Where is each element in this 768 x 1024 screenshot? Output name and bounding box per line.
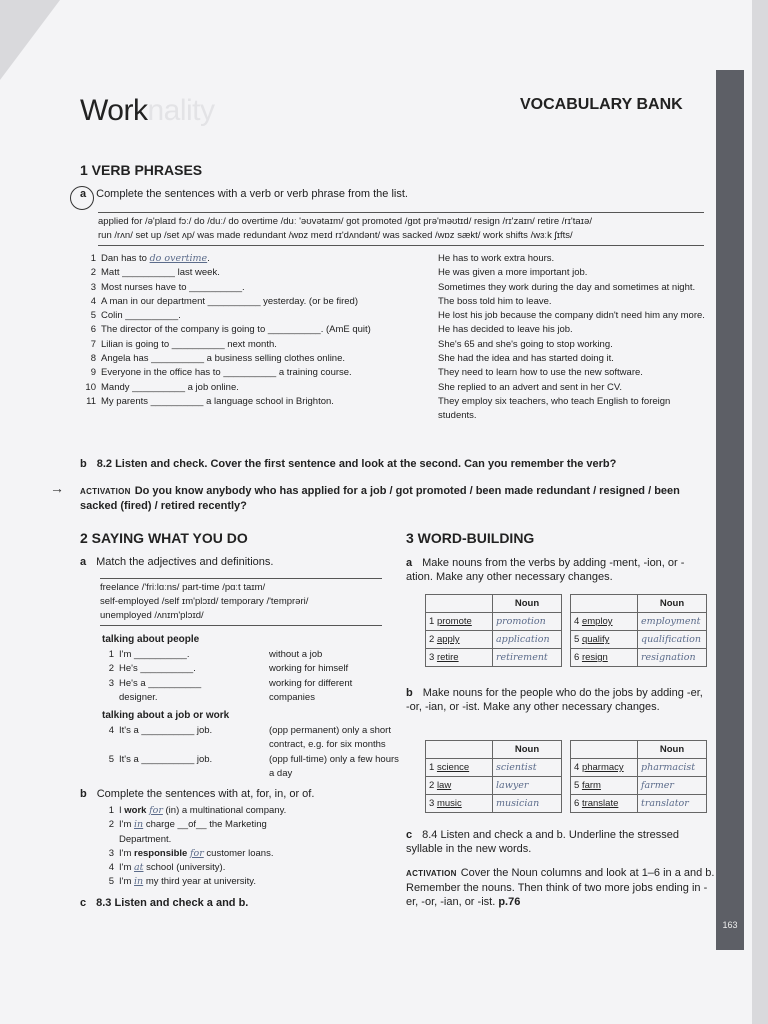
item-number: 3 <box>429 798 437 809</box>
item-number: 5 <box>574 634 582 645</box>
sentence-text <box>101 295 358 309</box>
match-row <box>102 662 402 676</box>
prep-bold: work <box>124 805 150 816</box>
s2-b-instruction: b Complete the sentences with at, for, in, or of. <box>80 788 315 800</box>
verb-word: pharmacy <box>581 762 624 773</box>
sentence-row <box>84 295 424 309</box>
prep-text <box>119 818 267 832</box>
sentence-text <box>101 266 220 280</box>
verb-word: employ <box>581 616 613 627</box>
match-left: I'm __________. <box>119 649 190 660</box>
prep-bold: responsible <box>134 847 190 859</box>
sentence-row <box>84 266 424 280</box>
sentence-text <box>101 323 371 337</box>
page-title: Worknality <box>80 94 215 127</box>
item-number: 6 <box>90 324 96 336</box>
item-number: 7 <box>90 338 96 350</box>
table-header-noun: Noun <box>493 741 562 759</box>
table-header-row <box>426 741 562 759</box>
verb-word: translate <box>581 798 619 809</box>
sentence-part: The director of the company is going to __________. (AmE quit) <box>101 324 371 336</box>
verb-word: retire <box>436 652 459 663</box>
handwritten-answer: in <box>134 819 144 831</box>
match-row <box>102 691 402 705</box>
verb-cell <box>426 613 493 631</box>
s3-b-instruction: b Make nouns for the people who do the jobs by adding -er, -or, -ian, or -ist. Make any other necessary changes. <box>406 687 703 713</box>
match-right: a day <box>269 767 293 779</box>
match-left <box>119 767 269 781</box>
match-right: (opp full-time) only a few hours <box>269 753 399 765</box>
sentence-part: A man in our department __________ yesterday. (or be fired) <box>101 295 359 307</box>
match-right: companies <box>269 691 315 703</box>
s1-b-instruction: b 8.2 Listen and check. Cover the first sentence and look at the second. Can you remember the verb? <box>80 458 617 470</box>
s1-definition-list <box>438 252 708 424</box>
prep-part: Department. <box>119 833 172 845</box>
verb-word: farm <box>581 780 601 791</box>
prep-part: school (university). <box>143 862 226 874</box>
sentence-part: Colin __________. <box>101 310 181 322</box>
sentence-text <box>101 309 181 323</box>
sentence-row <box>84 352 424 366</box>
sentence-text <box>101 366 352 380</box>
handwritten-answer: for <box>149 805 163 816</box>
prep-text <box>119 875 256 889</box>
item-number: 1 <box>108 805 114 816</box>
handwritten-noun: farmer <box>638 777 707 795</box>
sentence-row <box>84 323 424 337</box>
sentence-row <box>84 338 424 352</box>
verb-word: music <box>436 798 462 809</box>
handwritten-answer: for <box>189 847 204 859</box>
prep-text <box>119 833 171 847</box>
verb-cell <box>426 795 493 813</box>
handwritten-noun: translator <box>638 795 707 813</box>
prep-part: I <box>119 805 125 816</box>
definition-row: He lost his job because the company didn't need him any more. <box>438 310 705 322</box>
item-number: 11 <box>86 395 96 407</box>
definition-row: They employ six teachers, who teach English to foreign students. <box>438 395 671 422</box>
table-header-empty <box>426 595 493 613</box>
item-number: 10 <box>85 381 96 393</box>
item-number: 1 <box>108 649 114 660</box>
verb-cell <box>571 777 638 795</box>
handwritten-answer: at <box>134 862 144 874</box>
s1-word-box: applied for /ə'plaɪd fɔː/ do /duː/ do overtime /duː 'əʊvətaɪm/ got promoted /gɒt prə'məʊtɪd/ resign /rɪ'zaɪn/ retire /rɪ'taɪə/ run /rʌn/ set up /set ʌp/ was made redundant /wɒz meɪd rɪ'dʌndənt/ was sacked /wɒz sækt/ work shifts /wɜːk ʃɪfts/ <box>98 212 704 246</box>
s3-activation: ACTIVATION Cover the Noun columns and look at 1–6 in a and b. Remember the nouns. Then think of two more jobs ending in -er, -or, -ian, or -ist. p.76 <box>406 867 715 908</box>
s1-sentence-list <box>84 252 424 409</box>
item-number: 5 <box>108 753 114 765</box>
item-number: 4 <box>574 616 582 627</box>
table-header-empty <box>426 741 493 759</box>
s3-table-3 <box>425 740 562 813</box>
match-right: working for different <box>269 677 353 689</box>
table-row <box>571 631 707 649</box>
table-row <box>426 631 562 649</box>
prep-row <box>102 847 402 861</box>
prep-text <box>119 804 286 818</box>
item-number: 8 <box>90 353 96 365</box>
table-header-row <box>571 741 707 759</box>
match-right: contract, e.g. for six months <box>269 739 386 751</box>
sentence-part: Dan has to <box>101 253 150 264</box>
verb-cell <box>571 631 638 649</box>
verb-word: apply <box>436 634 460 645</box>
item-number: 6 <box>574 652 582 663</box>
s1-activation: ACTIVATION Do you know anybody who has applied for a job / got promoted / been made redundant / resigned / been sacked (fired) / retired recently? <box>80 485 680 512</box>
s2-job-heading: talking about a job or work <box>102 710 230 721</box>
item-number: 4 <box>108 862 114 874</box>
match-left: It's a __________ job. <box>119 725 213 736</box>
item-number: 1 <box>429 616 437 627</box>
verb-cell <box>426 631 493 649</box>
item-number: 4 <box>574 762 582 773</box>
table-row <box>571 613 707 631</box>
match-row <box>102 648 402 662</box>
vocabulary-bank-label: VOCABULARY BANK <box>520 96 683 113</box>
verb-cell <box>571 613 638 631</box>
handwritten-noun: resignation <box>638 649 707 667</box>
definition-row: She's 65 and she's going to stop working. <box>438 338 613 350</box>
table-row <box>426 759 562 777</box>
item-number: 2 <box>90 267 96 279</box>
prep-part: I'm <box>119 847 135 859</box>
match-left: It's a __________ job. <box>119 753 213 765</box>
prep-part: (in) a multinational company. <box>162 805 287 816</box>
item-number: 3 <box>108 847 114 859</box>
match-row <box>102 767 402 781</box>
handwritten-answer: do overtime <box>149 253 208 264</box>
table-row <box>571 649 707 667</box>
prep-row <box>102 861 402 875</box>
match-right: (opp permanent) only a short <box>269 725 391 736</box>
s3-a-instruction: a Make nouns from the verbs by adding -ment, -ion, or -ation. Make any other necessary changes. <box>406 557 685 583</box>
item-number: 1 <box>429 762 437 773</box>
match-row <box>102 677 402 691</box>
item-number: 6 <box>574 798 582 809</box>
handwritten-noun: employment <box>638 613 707 631</box>
sentence-part: Everyone in the office has to __________ a training course. <box>101 367 352 379</box>
sentence-text <box>101 252 210 266</box>
definition-row: He was given a more important job. <box>438 267 588 279</box>
prep-row <box>102 875 402 889</box>
sentence-part: Lilian is going to __________ next month. <box>101 338 277 350</box>
item-number <box>102 738 114 752</box>
verb-word: resign <box>581 652 608 663</box>
sentence-row <box>84 366 424 380</box>
handwritten-noun: scientist <box>493 759 562 777</box>
section-1-heading: 1 VERB PHRASES <box>80 162 203 178</box>
item-number: 3 <box>108 677 114 689</box>
item-number: 2 <box>108 663 114 675</box>
item-number <box>102 691 114 705</box>
definition-row: She replied to an advert and sent in her CV. <box>438 381 622 393</box>
sentence-text <box>101 395 334 409</box>
item-number: 5 <box>574 780 582 791</box>
table-header-noun: Noun <box>638 741 707 759</box>
sentence-text <box>101 381 239 395</box>
table-header-empty <box>571 595 638 613</box>
section-2-heading: 2 SAYING WHAT YOU DO <box>80 530 248 546</box>
match-left: He's __________. <box>119 663 196 675</box>
page-reference[interactable]: p.76 <box>498 896 521 908</box>
table-row <box>571 777 707 795</box>
item-number: 5 <box>108 876 114 888</box>
section-3-heading: 3 WORD-BUILDING <box>406 530 535 546</box>
verb-cell <box>571 759 638 777</box>
definition-row: She had the idea and has started doing it. <box>438 353 614 365</box>
handwritten-arrow: → <box>50 480 64 496</box>
definition-row: He has to work extra hours. <box>438 253 555 264</box>
match-left: He's a __________ <box>119 677 202 689</box>
item-number: 2 <box>108 819 114 831</box>
s2-word-box: freelance /'friːlɑːns/ part-time /pɑːt taɪm/ self-employed /self ɪm'plɔɪd/ temporary /'temprəri/ unemployed /ʌnɪm'plɔɪd/ <box>100 578 382 626</box>
match-row <box>102 738 402 752</box>
handwritten-noun: retirement <box>493 649 562 667</box>
sentence-text <box>101 338 277 352</box>
item-number: 2 <box>429 634 437 645</box>
handwritten-noun: qualification <box>638 631 707 649</box>
prep-part: I'm <box>119 819 135 831</box>
sentence-text <box>101 281 245 295</box>
sentence-part: Mandy __________ a job online. <box>101 381 239 393</box>
page-number: 163 <box>722 920 738 930</box>
s2-c-instruction: c 8.3 Listen and check a and b. <box>80 897 249 909</box>
sentence-row <box>84 395 424 409</box>
verb-cell <box>426 777 493 795</box>
prep-part: I'm <box>119 876 135 888</box>
handwritten-noun: application <box>493 631 562 649</box>
prep-row <box>102 804 402 818</box>
match-right: working for himself <box>269 663 349 675</box>
s2-a-instruction: a Match the adjectives and definitions. <box>80 556 274 568</box>
side-tab <box>716 70 744 950</box>
sentence-part: Matt __________ last week. <box>101 267 220 279</box>
match-row <box>102 724 402 738</box>
match-right: without a job <box>269 649 323 660</box>
handwritten-noun: lawyer <box>493 777 562 795</box>
prep-row <box>102 833 402 847</box>
sentence-text <box>101 352 345 366</box>
sentence-part: Most nurses have to __________. <box>101 281 245 293</box>
sentence-row <box>84 252 424 266</box>
definition-row: The boss told him to leave. <box>438 295 552 307</box>
handwritten-noun: promotion <box>493 613 562 631</box>
prep-text <box>119 847 273 861</box>
definition-row: They need to learn how to use the new software. <box>438 367 643 379</box>
sentence-row <box>84 309 424 323</box>
item-number: 5 <box>90 310 96 322</box>
table-row <box>571 759 707 777</box>
item-number: 1 <box>90 253 96 264</box>
s3-table-4 <box>570 740 707 813</box>
sentence-part: Angela has __________ a business selling clothes online. <box>101 353 346 365</box>
verb-word: qualify <box>581 634 610 645</box>
table-header-row <box>571 595 707 613</box>
match-row <box>102 753 402 767</box>
table-header-row <box>426 595 562 613</box>
s3-table-1 <box>425 594 562 667</box>
item-number: 4 <box>90 295 96 307</box>
definition-row: Sometimes they work during the day and sometimes at night. <box>438 281 696 293</box>
prep-part: charge __of__ the Marketing <box>143 819 267 831</box>
s2-people-heading: talking about people <box>102 634 200 645</box>
item-number: 2 <box>429 780 437 791</box>
verb-word: law <box>436 780 452 791</box>
sentence-row <box>84 381 424 395</box>
definition-row: He has decided to leave his job. <box>438 324 573 336</box>
table-row <box>426 777 562 795</box>
item-number: 3 <box>90 281 96 293</box>
item-number: 3 <box>429 652 437 663</box>
prep-part: customer loans. <box>203 847 274 859</box>
prep-row <box>102 818 402 832</box>
item-number <box>102 767 114 781</box>
sentence-row <box>84 281 424 295</box>
table-row <box>426 613 562 631</box>
verb-cell <box>426 649 493 667</box>
s2-people-list <box>102 648 402 705</box>
table-header-empty <box>571 741 638 759</box>
verb-word: promote <box>436 616 472 627</box>
table-header-noun: Noun <box>493 595 562 613</box>
verb-word: science <box>436 762 470 773</box>
prep-part: I'm <box>119 862 135 874</box>
s3-c-instruction: c 8.4 Listen and check a and b. Underline the stressed syllable in the new words. <box>406 829 679 855</box>
prep-text <box>119 861 225 875</box>
s1-a-instruction: a Complete the sentences with a verb or verb phrase from the list. <box>80 188 408 200</box>
sentence-part: My parents __________ a language school in Brighton. <box>101 395 334 407</box>
match-left <box>119 738 269 752</box>
s2-job-list <box>102 724 402 781</box>
item-number <box>102 833 114 847</box>
match-left: designer. <box>119 691 158 703</box>
s3-table-2 <box>570 594 707 667</box>
verb-cell <box>426 759 493 777</box>
handwritten-noun: pharmacist <box>638 759 707 777</box>
handwritten-noun: musician <box>493 795 562 813</box>
s2-b-list <box>102 804 402 890</box>
table-row <box>571 795 707 813</box>
verb-cell <box>571 649 638 667</box>
item-number: 4 <box>108 725 114 736</box>
handwritten-answer: in <box>134 876 144 888</box>
page-fold <box>0 0 60 80</box>
sentence-part: . <box>207 253 210 264</box>
verb-cell <box>571 795 638 813</box>
table-header-noun: Noun <box>638 595 707 613</box>
prep-part: my third year at university. <box>143 876 256 888</box>
item-number: 9 <box>90 367 96 379</box>
table-row <box>426 795 562 813</box>
table-row <box>426 649 562 667</box>
